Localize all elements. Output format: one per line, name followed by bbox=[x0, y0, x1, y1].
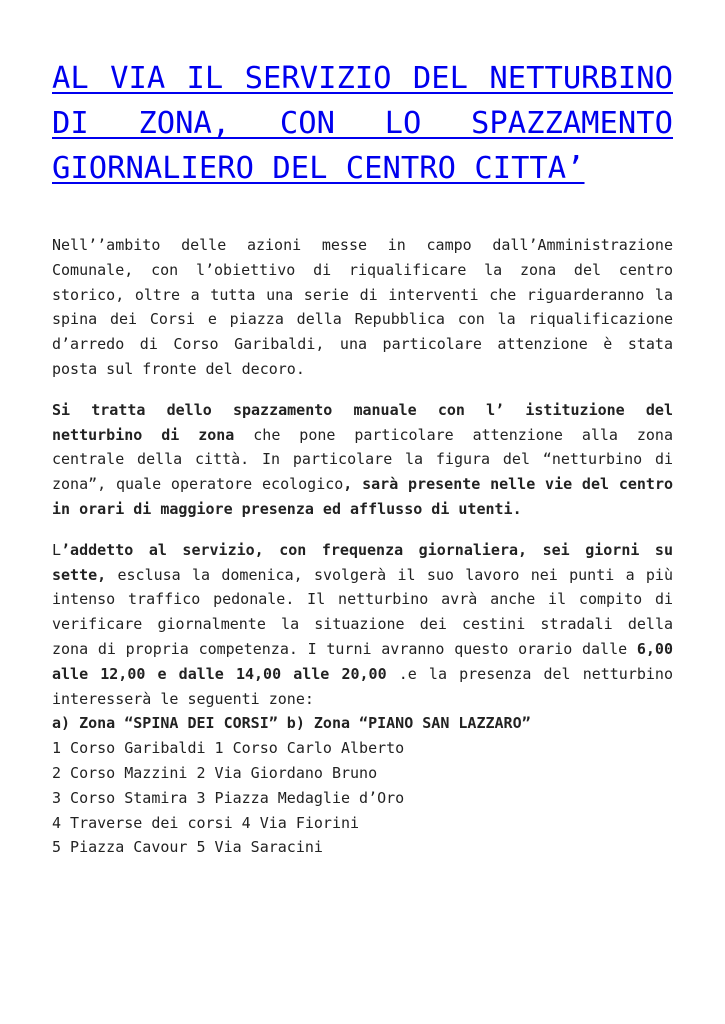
schedule-text: esclusa la domenica, svolgerà il suo lavoro nei punti a più intenso traffico pedonale. Il netturbino avrà anche il compito di verificare giornalmente la situazione dei cestini stradali della zona di propria competenza. I turni avranno questo orario dalle bbox=[52, 565, 673, 658]
schedule-zones-intro: .e la presenza del netturbino interesserà le seguenti zone: bbox=[52, 664, 673, 708]
intro-paragraph: Nell’’ambito delle azioni messe in campo dall’Amministrazione Comunale, con l’obiettivo di riqualificare la zona del centro storico, oltre a tutta una serie di interventi che riguarderanno la spina dei Corsi e piazza della Repubblica con la riqualificazione d’arredo di Corso Garibaldi, una particolare attenzione è stata posta sul fronte del decoro. bbox=[52, 236, 673, 378]
schedule-paragraph bbox=[52, 538, 673, 712]
schedule-hours-highlight: 6,00 alle 12,00 e dalle 14,00 alle 20,00 bbox=[52, 639, 673, 683]
zone-row: 5 Piazza Cavour 5 Via Saracini bbox=[52, 838, 323, 857]
schedule-initial: L bbox=[52, 540, 62, 559]
service-text: che pone particolare attenzione alla zona centrale della città. In particolare la figura del “netturbino di zona”, quale operatore ecologico bbox=[52, 425, 673, 494]
zone-row: 2 Corso Mazzini 2 Via Giordano Bruno bbox=[52, 763, 378, 782]
service-presence-highlight: , sarà presente nelle vie del centro in orari di maggiore presenza ed afflusso di utenti. bbox=[52, 475, 674, 518]
service-highlight: Si tratta dello spazzamento manuale con l’ istituzione del netturbino di zona bbox=[52, 400, 673, 444]
article bbox=[52, 56, 673, 860]
zone-row: 3 Corso Stamira 3 Piazza Medaglie d’Oro bbox=[52, 788, 405, 807]
service-paragraph bbox=[52, 398, 673, 522]
article-title-link[interactable]: AL VIA IL SERVIZIO DEL NETTURBINO DI ZONA, CON LO SPAZZAMENTO GIORNALIERO DEL CENTRO CITTA’ bbox=[52, 61, 673, 186]
zone-row: 1 Corso Garibaldi 1 Corso Carlo Alberto bbox=[52, 739, 405, 758]
zones-header: a) Zona “SPINA DEI CORSI” b) Zona “PIANO SAN LAZZARO” bbox=[52, 714, 531, 733]
zone-row: 4 Traverse dei corsi 4 Via Fiorini bbox=[52, 813, 360, 832]
schedule-frequency-highlight: ’addetto al servizio, con frequenza giornaliera, sei giorni su sette, bbox=[52, 540, 673, 584]
zones-list bbox=[52, 711, 673, 860]
article-title bbox=[52, 56, 673, 191]
